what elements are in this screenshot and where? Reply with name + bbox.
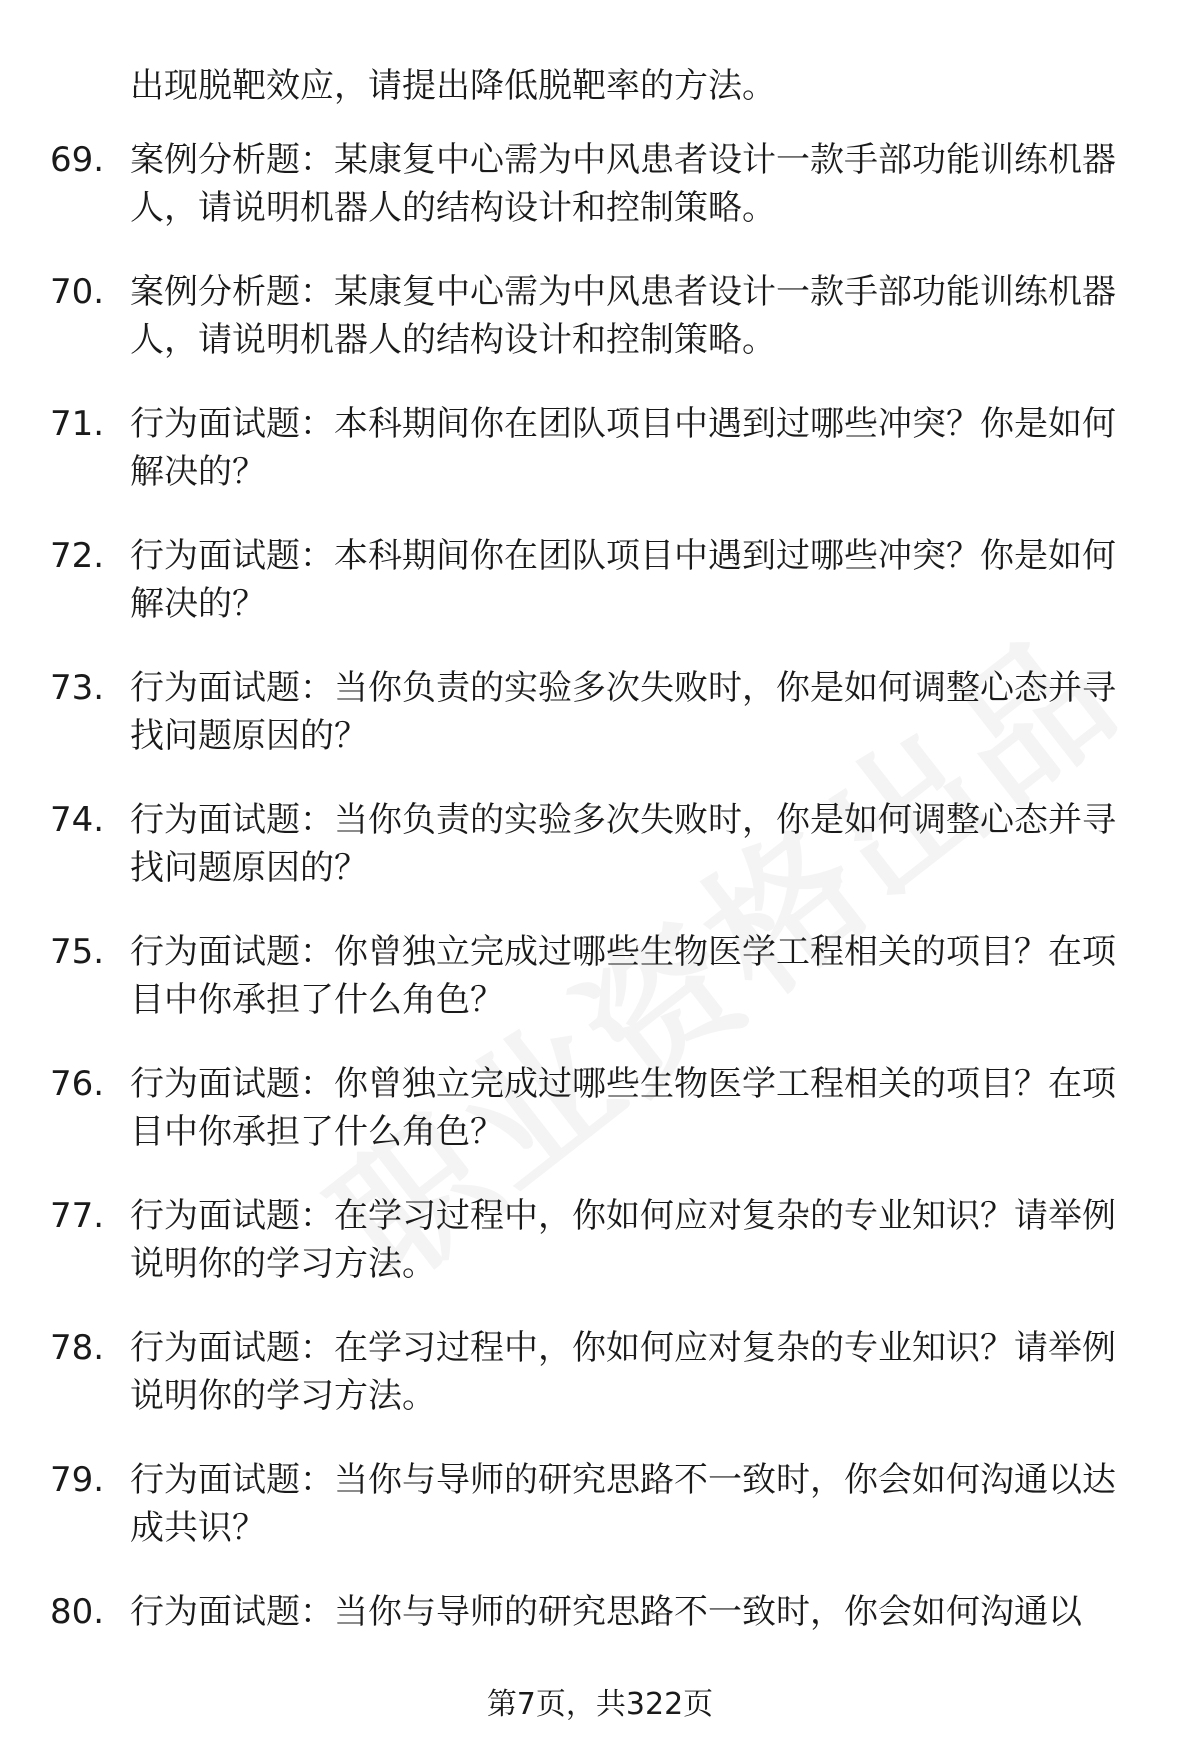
question-number: 78. [50, 1328, 105, 1368]
question-number: 75. [50, 932, 105, 972]
question-number: 70. [50, 272, 105, 312]
question-number: 76. [50, 1064, 105, 1104]
question-text: 行为面试题：当你负责的实验多次失败时，你是如何调整心态并寻找问题原因的？ [130, 800, 1116, 888]
question-item [50, 1588, 1140, 1636]
question-number: 73. [50, 668, 105, 708]
question-number: 80. [50, 1592, 105, 1632]
question-text: 案例分析题：某康复中心需为中风患者设计一款手部功能训练机器人，请说明机器人的结构设计和控制策略。 [130, 272, 1116, 360]
question-text: 行为面试题：当你与导师的研究思路不一致时，你会如何沟通以达成共识？ [130, 1460, 1116, 1548]
question-item [50, 268, 1140, 364]
page-footer: 第7页，共322页 [486, 1687, 714, 1722]
question-item [50, 532, 1140, 628]
question-item [50, 928, 1140, 1024]
question-number: 74. [50, 800, 105, 840]
question-item [50, 1324, 1140, 1420]
continuation-text: 出现脱靶效应，请提出降低脱靶率的方法。 [130, 66, 776, 106]
question-text: 案例分析题：某康复中心需为中风患者设计一款手部功能训练机器人，请说明机器人的结构设计和控制策略。 [130, 140, 1116, 228]
question-number: 72. [50, 536, 105, 576]
question-text: 行为面试题：当你负责的实验多次失败时，你是如何调整心态并寻找问题原因的？ [130, 668, 1116, 756]
question-text: 行为面试题：你曾独立完成过哪些生物医学工程相关的项目？在项目中你承担了什么角色？ [130, 932, 1116, 1020]
question-text: 行为面试题：在学习过程中，你如何应对复杂的专业知识？请举例说明你的学习方法。 [130, 1328, 1116, 1416]
question-item [50, 136, 1140, 232]
question-item [50, 1192, 1140, 1288]
question-text: 行为面试题：本科期间你在团队项目中遇到过哪些冲突？你是如何解决的？ [130, 404, 1116, 492]
question-item [50, 664, 1140, 760]
question-text: 行为面试题：你曾独立完成过哪些生物医学工程相关的项目？在项目中你承担了什么角色？ [130, 1064, 1116, 1152]
question-item [50, 1060, 1140, 1156]
question-text: 行为面试题：本科期间你在团队项目中遇到过哪些冲突？你是如何解决的？ [130, 536, 1116, 624]
question-item [50, 1456, 1140, 1552]
question-item [50, 796, 1140, 892]
question-item [50, 400, 1140, 496]
question-number: 69. [50, 140, 105, 180]
question-number: 71. [50, 404, 105, 444]
question-text: 行为面试题：当你与导师的研究思路不一致时，你会如何沟通以 [130, 1592, 1082, 1632]
question-text: 行为面试题：在学习过程中，你如何应对复杂的专业知识？请举例说明你的学习方法。 [130, 1196, 1116, 1284]
question-number: 77. [50, 1196, 105, 1236]
question-number: 79. [50, 1460, 105, 1500]
